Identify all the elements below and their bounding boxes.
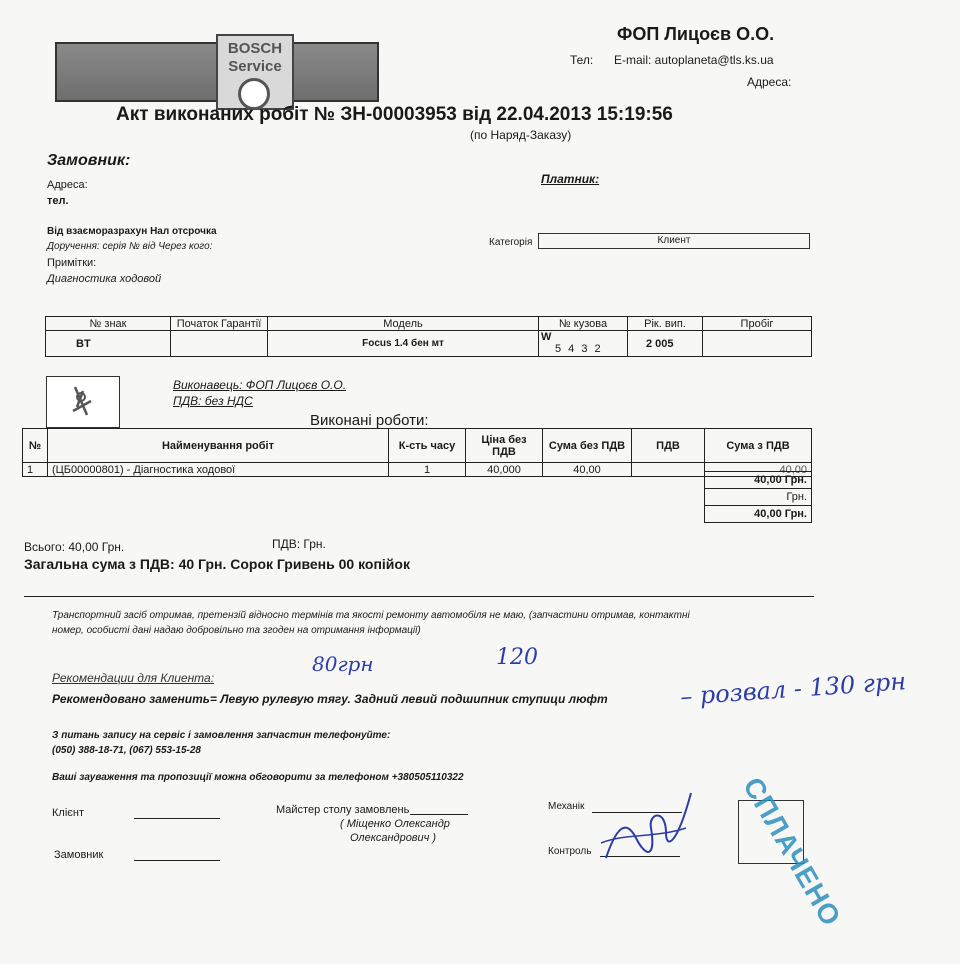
vehicle-header: Пробіг bbox=[703, 317, 812, 331]
company-name: ФОП Лицоєв О.О. bbox=[617, 24, 775, 44]
works-header: Сума без ПДВ bbox=[543, 429, 632, 463]
category-label: Категорія bbox=[489, 237, 533, 248]
address-label: Адреса: bbox=[747, 75, 792, 89]
performer-image bbox=[46, 376, 120, 428]
works-heading: Виконані роботи: bbox=[310, 412, 429, 429]
vehicle-header: Модель bbox=[268, 317, 539, 331]
work-number: 1 bbox=[23, 463, 48, 477]
grand-total: Загальна сума з ПДВ: 40 Грн. Сорок Гривень 00 копійок bbox=[24, 556, 410, 572]
vehicle-plate: BT bbox=[46, 331, 171, 357]
customer-address-label: Адреса: bbox=[47, 179, 88, 191]
handwritten-price-1: 80грн bbox=[312, 652, 374, 676]
works-header: Сума з ПДВ bbox=[705, 429, 812, 463]
vehicle-header: № знак bbox=[46, 317, 171, 331]
contacts-phones: (050) 388-18-71, (067) 553-15-28 bbox=[52, 745, 201, 756]
customer-heading: Замовник: bbox=[47, 152, 131, 169]
terms-line2: номер, особисті дані надаю добровільно та згоден на отримання інформації) bbox=[52, 625, 421, 636]
sig-master-name2: Олександрович ) bbox=[350, 832, 437, 844]
vehicle-year: 2 005 bbox=[628, 331, 703, 357]
sig-client-label: Клієнт bbox=[52, 807, 84, 819]
summary-all: Всього: 40,00 Грн. bbox=[24, 540, 125, 554]
contacts-feedback: Ваші зауваження та пропозиції можна обговорити за телефоном +380505110322 bbox=[52, 772, 464, 783]
vehicle-table bbox=[45, 316, 812, 357]
vehicle-model: Focus 1.4 бен мт bbox=[268, 331, 539, 357]
recommend-text: Рекомендовано заменить= Левую рулевую тягу. Задний левий подшипник ступици люфт bbox=[52, 692, 608, 706]
email: E-mail: autoplaneta@tls.ks.ua bbox=[614, 53, 774, 67]
works-header: Найменування робіт bbox=[48, 429, 389, 463]
works-header: К-сть часу bbox=[389, 429, 466, 463]
work-price: 40,000 bbox=[466, 463, 543, 477]
customer-tel-label: тел. bbox=[47, 195, 69, 207]
vehicle-mileage bbox=[703, 331, 812, 357]
document-subtitle: (по Наряд-Заказу) bbox=[470, 128, 572, 142]
total-sum: 40,00 Грн. bbox=[705, 472, 812, 489]
sig-customer-line bbox=[134, 860, 220, 861]
totals-table bbox=[704, 471, 812, 523]
handwritten-note: – розвал - 130 грн bbox=[679, 667, 907, 711]
table-row bbox=[23, 463, 812, 477]
vehicle-header: Рік. вип. bbox=[628, 317, 703, 331]
tel-label: Тел: bbox=[570, 53, 594, 67]
logo-line2: Service bbox=[228, 58, 282, 75]
works-header: ПДВ bbox=[632, 429, 705, 463]
vehicle-header: Початок Гарантії bbox=[171, 317, 268, 331]
sig-mechanic-label: Механік bbox=[548, 801, 585, 812]
works-table bbox=[22, 428, 812, 477]
payer-label: Платник: bbox=[541, 172, 600, 186]
handwritten-price-2: 120 bbox=[496, 645, 538, 670]
handwritten-signature bbox=[596, 788, 696, 868]
sig-customer-label: Замовник bbox=[54, 849, 104, 861]
recommend-label: Рекомендации для Клиента: bbox=[52, 671, 215, 685]
notes-value: Диагностика ходовой bbox=[47, 273, 162, 285]
contacts-question: З питань запису на сервіс і замовлення запчастин телефонуйте: bbox=[52, 730, 391, 741]
vin-value: 5 4 3 2 bbox=[555, 343, 603, 355]
work-total: 40,00 bbox=[705, 463, 812, 477]
work-sum: 40,00 bbox=[543, 463, 632, 477]
sig-master-line bbox=[410, 814, 468, 815]
category-value: Клиент bbox=[538, 233, 810, 249]
terms-line1: Транспортний засіб отримав, претензій відносно термінів та якості ремонту автомобіля не маю, (запчастини отримав, контактні bbox=[52, 610, 690, 621]
summary-vat: ПДВ: Грн. bbox=[272, 537, 326, 551]
vehicle-body-number bbox=[539, 331, 628, 357]
works-header: Ціна без ПДВ bbox=[466, 429, 543, 463]
logo-line1: BOSCH bbox=[227, 40, 283, 57]
paid-stamp: СПЛАЧЕНО bbox=[737, 772, 848, 932]
performer-name: Виконавець: ФОП Лицоєв О.О. bbox=[173, 378, 347, 392]
vehicle-header: № кузова bbox=[539, 317, 628, 331]
total-vat: Грн. bbox=[705, 489, 812, 506]
sig-client-line bbox=[134, 818, 220, 819]
sig-master-name1: ( Міщенко Олександр bbox=[340, 818, 450, 830]
document-title: Акт виконаних робіт № ЗН-00003953 від 22.04.2013 15:19:56 bbox=[116, 104, 673, 125]
work-vat bbox=[632, 463, 705, 477]
wrench-icon bbox=[47, 377, 119, 427]
divider bbox=[24, 596, 814, 597]
vin-prefix: W bbox=[541, 331, 552, 343]
performer-vat: ПДВ: без НДС bbox=[173, 394, 253, 408]
sig-control-label: Контроль bbox=[548, 846, 592, 857]
total-with-vat: 40,00 Грн. bbox=[705, 506, 812, 523]
sig-master-label: Майстер столу замовлень bbox=[276, 804, 410, 816]
notes-label: Примітки: bbox=[47, 257, 97, 269]
vehicle-warranty bbox=[171, 331, 268, 357]
work-qty: 1 bbox=[389, 463, 466, 477]
settlement: Від взаєморазрахун Нал отсрочка bbox=[47, 226, 217, 237]
work-name: (ЦБ00000801) - Діагностика ходової bbox=[48, 463, 389, 477]
authority: Доручення: серія № від Через кого: bbox=[47, 241, 213, 252]
works-header: № bbox=[23, 429, 48, 463]
